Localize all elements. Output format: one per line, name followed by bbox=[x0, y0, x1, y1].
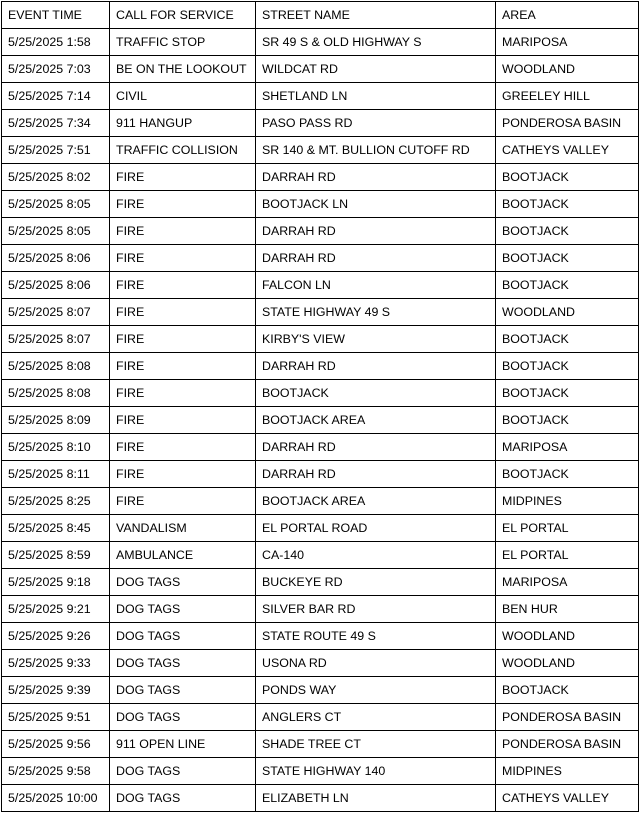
street-name-cell: SHADE TREE CT bbox=[256, 731, 496, 758]
call-for-service-cell: FIRE bbox=[110, 407, 256, 434]
street-name-cell: DARRAH RD bbox=[256, 245, 496, 272]
table-row bbox=[2, 299, 639, 326]
event-time-cell: 5/25/2025 9:58 bbox=[2, 758, 110, 785]
table-row bbox=[2, 704, 639, 731]
area-cell: WOODLAND bbox=[496, 56, 639, 83]
street-name-cell: EL PORTAL ROAD bbox=[256, 515, 496, 542]
table-row bbox=[2, 272, 639, 299]
call-for-service-cell: CIVIL bbox=[110, 83, 256, 110]
event-time-cell: 5/25/2025 9:56 bbox=[2, 731, 110, 758]
call-for-service-cell: FIRE bbox=[110, 326, 256, 353]
event-time-cell: 5/25/2025 8:09 bbox=[2, 407, 110, 434]
area-cell: BOOTJACK bbox=[496, 191, 639, 218]
area-cell: PONDEROSA BASIN bbox=[496, 704, 639, 731]
street-name-cell: KIRBY'S VIEW bbox=[256, 326, 496, 353]
area-cell: BOOTJACK bbox=[496, 272, 639, 299]
event-time-cell: 5/25/2025 8:11 bbox=[2, 461, 110, 488]
event-time-cell: 5/25/2025 9:18 bbox=[2, 569, 110, 596]
call-for-service-cell: DOG TAGS bbox=[110, 704, 256, 731]
call-for-service-cell: TRAFFIC STOP bbox=[110, 29, 256, 56]
street-name-cell: PASO PASS RD bbox=[256, 110, 496, 137]
call-for-service-cell: FIRE bbox=[110, 245, 256, 272]
table-row bbox=[2, 29, 639, 56]
event-time-cell: 5/25/2025 8:02 bbox=[2, 164, 110, 191]
call-for-service-cell: AMBULANCE bbox=[110, 542, 256, 569]
call-for-service-cell: DOG TAGS bbox=[110, 758, 256, 785]
street-name-cell: SILVER BAR RD bbox=[256, 596, 496, 623]
event-time-cell: 5/25/2025 8:05 bbox=[2, 191, 110, 218]
table-row bbox=[2, 218, 639, 245]
area-cell: MIDPINES bbox=[496, 488, 639, 515]
street-name-cell: PONDS WAY bbox=[256, 677, 496, 704]
event-time-cell: 5/25/2025 9:21 bbox=[2, 596, 110, 623]
call-for-service-cell: 911 HANGUP bbox=[110, 110, 256, 137]
event-time-cell: 5/25/2025 8:08 bbox=[2, 380, 110, 407]
street-name-cell: BOOTJACK bbox=[256, 380, 496, 407]
table-row bbox=[2, 650, 639, 677]
street-name-cell: CA-140 bbox=[256, 542, 496, 569]
call-for-service-cell: FIRE bbox=[110, 380, 256, 407]
area-cell: WOODLAND bbox=[496, 299, 639, 326]
area-cell: BOOTJACK bbox=[496, 164, 639, 191]
area-cell: BOOTJACK bbox=[496, 245, 639, 272]
area-cell: GREELEY HILL bbox=[496, 83, 639, 110]
event-time-cell: 5/25/2025 7:34 bbox=[2, 110, 110, 137]
area-cell: BOOTJACK bbox=[496, 218, 639, 245]
table-row bbox=[2, 380, 639, 407]
area-cell: WOODLAND bbox=[496, 650, 639, 677]
street-name-cell: BOOTJACK LN bbox=[256, 191, 496, 218]
call-for-service-cell: FIRE bbox=[110, 272, 256, 299]
header-area: AREA bbox=[496, 2, 639, 29]
table-row bbox=[2, 677, 639, 704]
event-time-cell: 5/25/2025 8:08 bbox=[2, 353, 110, 380]
header-row bbox=[2, 2, 639, 29]
area-cell: PONDEROSA BASIN bbox=[496, 110, 639, 137]
event-time-cell: 5/25/2025 9:51 bbox=[2, 704, 110, 731]
street-name-cell: BOOTJACK AREA bbox=[256, 488, 496, 515]
street-name-cell: SR 140 & MT. BULLION CUTOFF RD bbox=[256, 137, 496, 164]
street-name-cell: DARRAH RD bbox=[256, 353, 496, 380]
call-for-service-cell: DOG TAGS bbox=[110, 677, 256, 704]
call-for-service-cell: FIRE bbox=[110, 191, 256, 218]
table-row bbox=[2, 56, 639, 83]
table-row bbox=[2, 83, 639, 110]
call-for-service-cell: DOG TAGS bbox=[110, 650, 256, 677]
table-row bbox=[2, 110, 639, 137]
area-cell: WOODLAND bbox=[496, 623, 639, 650]
table-row bbox=[2, 191, 639, 218]
area-cell: MARIPOSA bbox=[496, 29, 639, 56]
street-name-cell: DARRAH RD bbox=[256, 164, 496, 191]
street-name-cell: DARRAH RD bbox=[256, 461, 496, 488]
table-row bbox=[2, 407, 639, 434]
area-cell: CATHEYS VALLEY bbox=[496, 785, 639, 812]
table-row bbox=[2, 542, 639, 569]
event-time-cell: 5/25/2025 8:06 bbox=[2, 272, 110, 299]
event-time-cell: 5/25/2025 9:33 bbox=[2, 650, 110, 677]
header-street-name: STREET NAME bbox=[256, 2, 496, 29]
header-call-for-service: CALL FOR SERVICE bbox=[110, 2, 256, 29]
event-time-cell: 5/25/2025 8:10 bbox=[2, 434, 110, 461]
area-cell: BOOTJACK bbox=[496, 326, 639, 353]
event-time-cell: 5/25/2025 9:26 bbox=[2, 623, 110, 650]
area-cell: BOOTJACK bbox=[496, 407, 639, 434]
call-for-service-cell: DOG TAGS bbox=[110, 785, 256, 812]
street-name-cell: ANGLERS CT bbox=[256, 704, 496, 731]
call-for-service-cell: VANDALISM bbox=[110, 515, 256, 542]
area-cell: BOOTJACK bbox=[496, 353, 639, 380]
area-cell: MIDPINES bbox=[496, 758, 639, 785]
event-time-cell: 5/25/2025 9:39 bbox=[2, 677, 110, 704]
call-for-service-cell: BE ON THE LOOKOUT bbox=[110, 56, 256, 83]
call-for-service-cell: FIRE bbox=[110, 461, 256, 488]
table-row bbox=[2, 569, 639, 596]
call-for-service-cell: FIRE bbox=[110, 164, 256, 191]
table-row bbox=[2, 515, 639, 542]
street-name-cell: STATE HIGHWAY 49 S bbox=[256, 299, 496, 326]
table-row bbox=[2, 245, 639, 272]
call-log-table bbox=[1, 1, 639, 812]
area-cell: BOOTJACK bbox=[496, 461, 639, 488]
call-log-body bbox=[2, 29, 639, 812]
street-name-cell: STATE ROUTE 49 S bbox=[256, 623, 496, 650]
call-for-service-cell: DOG TAGS bbox=[110, 596, 256, 623]
area-cell: PONDEROSA BASIN bbox=[496, 731, 639, 758]
area-cell: CATHEYS VALLEY bbox=[496, 137, 639, 164]
call-for-service-cell: FIRE bbox=[110, 488, 256, 515]
table-row bbox=[2, 164, 639, 191]
event-time-cell: 5/25/2025 8:05 bbox=[2, 218, 110, 245]
call-for-service-cell: TRAFFIC COLLISION bbox=[110, 137, 256, 164]
street-name-cell: SR 49 S & OLD HIGHWAY S bbox=[256, 29, 496, 56]
call-for-service-cell: 911 OPEN LINE bbox=[110, 731, 256, 758]
street-name-cell: WILDCAT RD bbox=[256, 56, 496, 83]
street-name-cell: SHETLAND LN bbox=[256, 83, 496, 110]
table-row bbox=[2, 785, 639, 812]
event-time-cell: 5/25/2025 8:59 bbox=[2, 542, 110, 569]
event-time-cell: 5/25/2025 10:00 bbox=[2, 785, 110, 812]
header-event-time: EVENT TIME bbox=[2, 2, 110, 29]
event-time-cell: 5/25/2025 8:45 bbox=[2, 515, 110, 542]
event-time-cell: 5/25/2025 8:06 bbox=[2, 245, 110, 272]
street-name-cell: DARRAH RD bbox=[256, 434, 496, 461]
call-for-service-cell: DOG TAGS bbox=[110, 623, 256, 650]
table-row bbox=[2, 758, 639, 785]
event-time-cell: 5/25/2025 7:03 bbox=[2, 56, 110, 83]
street-name-cell: STATE HIGHWAY 140 bbox=[256, 758, 496, 785]
street-name-cell: BOOTJACK AREA bbox=[256, 407, 496, 434]
street-name-cell: FALCON LN bbox=[256, 272, 496, 299]
table-row bbox=[2, 326, 639, 353]
area-cell: BOOTJACK bbox=[496, 677, 639, 704]
call-for-service-cell: FIRE bbox=[110, 218, 256, 245]
street-name-cell: ELIZABETH LN bbox=[256, 785, 496, 812]
event-time-cell: 5/25/2025 8:07 bbox=[2, 299, 110, 326]
street-name-cell: BUCKEYE RD bbox=[256, 569, 496, 596]
event-time-cell: 5/25/2025 8:07 bbox=[2, 326, 110, 353]
table-row bbox=[2, 434, 639, 461]
table-row bbox=[2, 137, 639, 164]
area-cell: EL PORTAL bbox=[496, 515, 639, 542]
area-cell: MARIPOSA bbox=[496, 434, 639, 461]
table-row bbox=[2, 623, 639, 650]
event-time-cell: 5/25/2025 8:25 bbox=[2, 488, 110, 515]
event-time-cell: 5/25/2025 7:14 bbox=[2, 83, 110, 110]
table-row bbox=[2, 461, 639, 488]
street-name-cell: DARRAH RD bbox=[256, 218, 496, 245]
table-row bbox=[2, 488, 639, 515]
call-for-service-cell: FIRE bbox=[110, 299, 256, 326]
call-for-service-cell: FIRE bbox=[110, 434, 256, 461]
call-for-service-cell: FIRE bbox=[110, 353, 256, 380]
table-row bbox=[2, 353, 639, 380]
area-cell: EL PORTAL bbox=[496, 542, 639, 569]
table-row bbox=[2, 731, 639, 758]
event-time-cell: 5/25/2025 7:51 bbox=[2, 137, 110, 164]
area-cell: BOOTJACK bbox=[496, 380, 639, 407]
street-name-cell: USONA RD bbox=[256, 650, 496, 677]
event-time-cell: 5/25/2025 1:58 bbox=[2, 29, 110, 56]
area-cell: BEN HUR bbox=[496, 596, 639, 623]
area-cell: MARIPOSA bbox=[496, 569, 639, 596]
table-row bbox=[2, 596, 639, 623]
call-for-service-cell: DOG TAGS bbox=[110, 569, 256, 596]
